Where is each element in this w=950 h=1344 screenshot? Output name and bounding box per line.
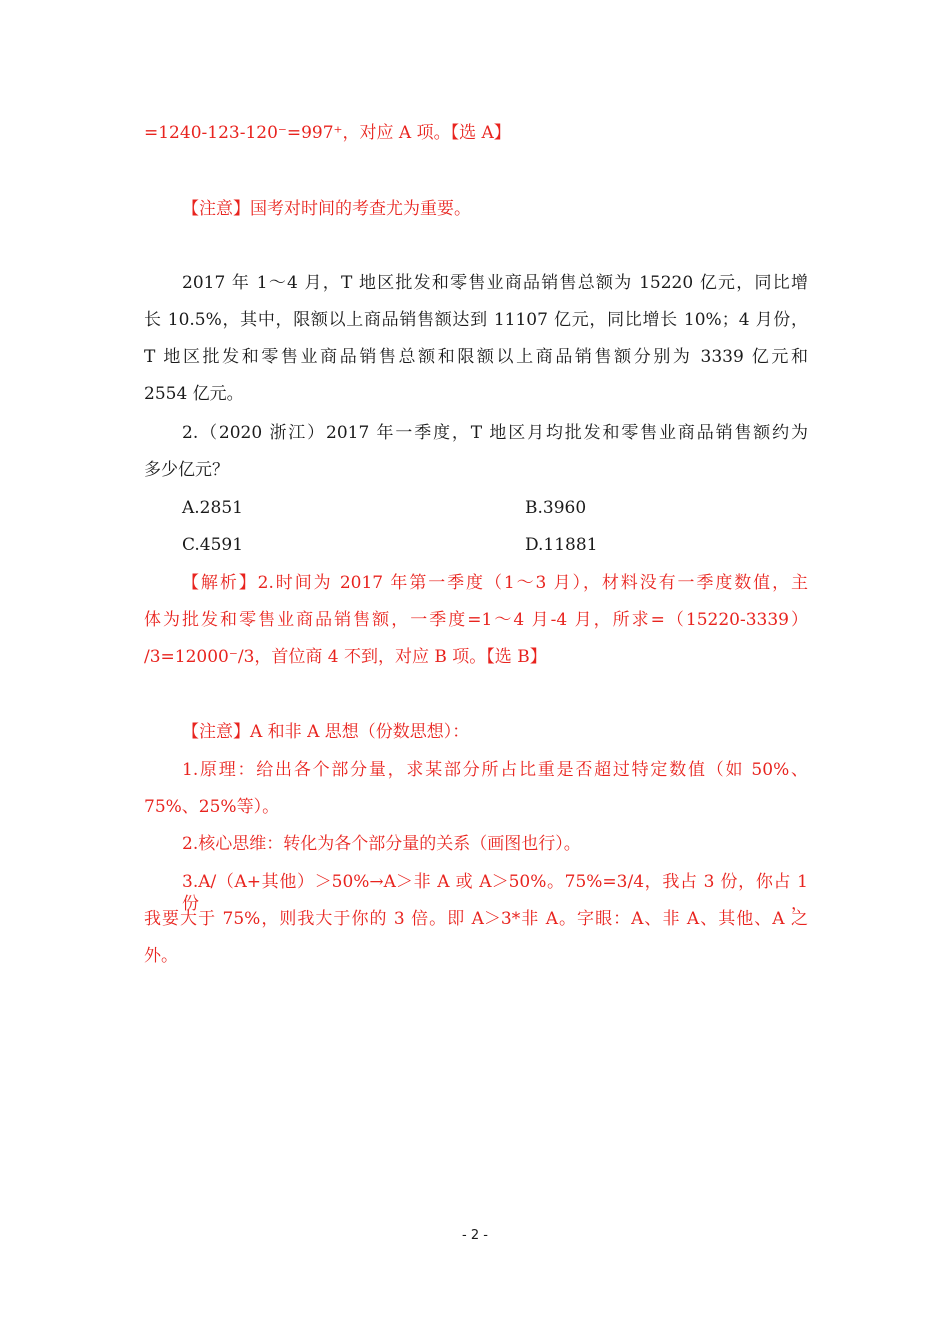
previous-answer-line: =1240-123-120⁻=997⁺，对应 A 项。【选 A】 xyxy=(144,123,511,143)
analysis-line-3: /3=12000⁻/3，首位商 4 不到，对应 B 项。【选 B】 xyxy=(144,647,547,667)
option-b: B.3960 xyxy=(525,498,587,518)
option-c: C.4591 xyxy=(182,535,244,555)
note2-line-6: 外。 xyxy=(144,946,178,966)
material-line-4: 2554 亿元。 xyxy=(144,384,244,404)
note-text: 国考对时间的考查尤为重要。 xyxy=(250,199,471,219)
page-number: - 2 - xyxy=(462,1228,488,1243)
question-stem-line-1: 2.（2020 浙江）2017 年一季度，T 地区月均批发和零售业商品销售额约为 xyxy=(182,423,808,443)
question-stem-line-2: 多少亿元？ xyxy=(144,460,229,480)
analysis-line-1: 【解析】2.时间为 2017 年第一季度（1～3 月），材料没有一季度数值，主 xyxy=(182,573,808,593)
note-tag: 【注意】 xyxy=(182,199,250,219)
analysis-line-2: 体为批发和零售业商品销售额，一季度=1～4 月-4 月，所求=（15220-3339） xyxy=(144,610,808,630)
note-a-and-non-a xyxy=(182,721,808,743)
option-d: D.11881 xyxy=(525,535,598,555)
option-a: A.2851 xyxy=(182,498,243,518)
note2-line-2: 75%、25%等）。 xyxy=(144,797,280,817)
material-line-1: 2017 年 1～4 月，T 地区批发和零售业商品销售总额为 15220 亿元，同比增 xyxy=(182,273,808,293)
material-line-2: 长 10.5%，其中，限额以上商品销售额达到 11107 亿元，同比增长 10%；4 月份， xyxy=(144,310,808,330)
material-line-3: T 地区批发和零售业商品销售总额和限额以上商品销售额分别为 3339 亿元和 xyxy=(144,347,808,367)
note-tag: 【注意】 xyxy=(182,722,250,742)
note-title: A 和非 A 思想（份数思想）： xyxy=(250,722,470,742)
note2-line-1: 1.原理：给出各个部分量，求某部分所占比重是否超过特定数值（如 50%、 xyxy=(182,760,808,780)
note2-line-5: 我要大于 75%，则我大于你的 3 倍。即 A＞3*非 A。字眼：A、非 A、其他、A 之 xyxy=(144,909,808,929)
note2-line-3: 2.核心思维：转化为各个部分量的关系（画图也行）。 xyxy=(182,834,581,854)
note-time xyxy=(182,198,808,220)
note2-line-4: 3.A/（A+其他）＞50%→A＞非 A 或 A＞50%。75%=3/4，我占 3 份，你占 1 份， xyxy=(182,872,808,914)
